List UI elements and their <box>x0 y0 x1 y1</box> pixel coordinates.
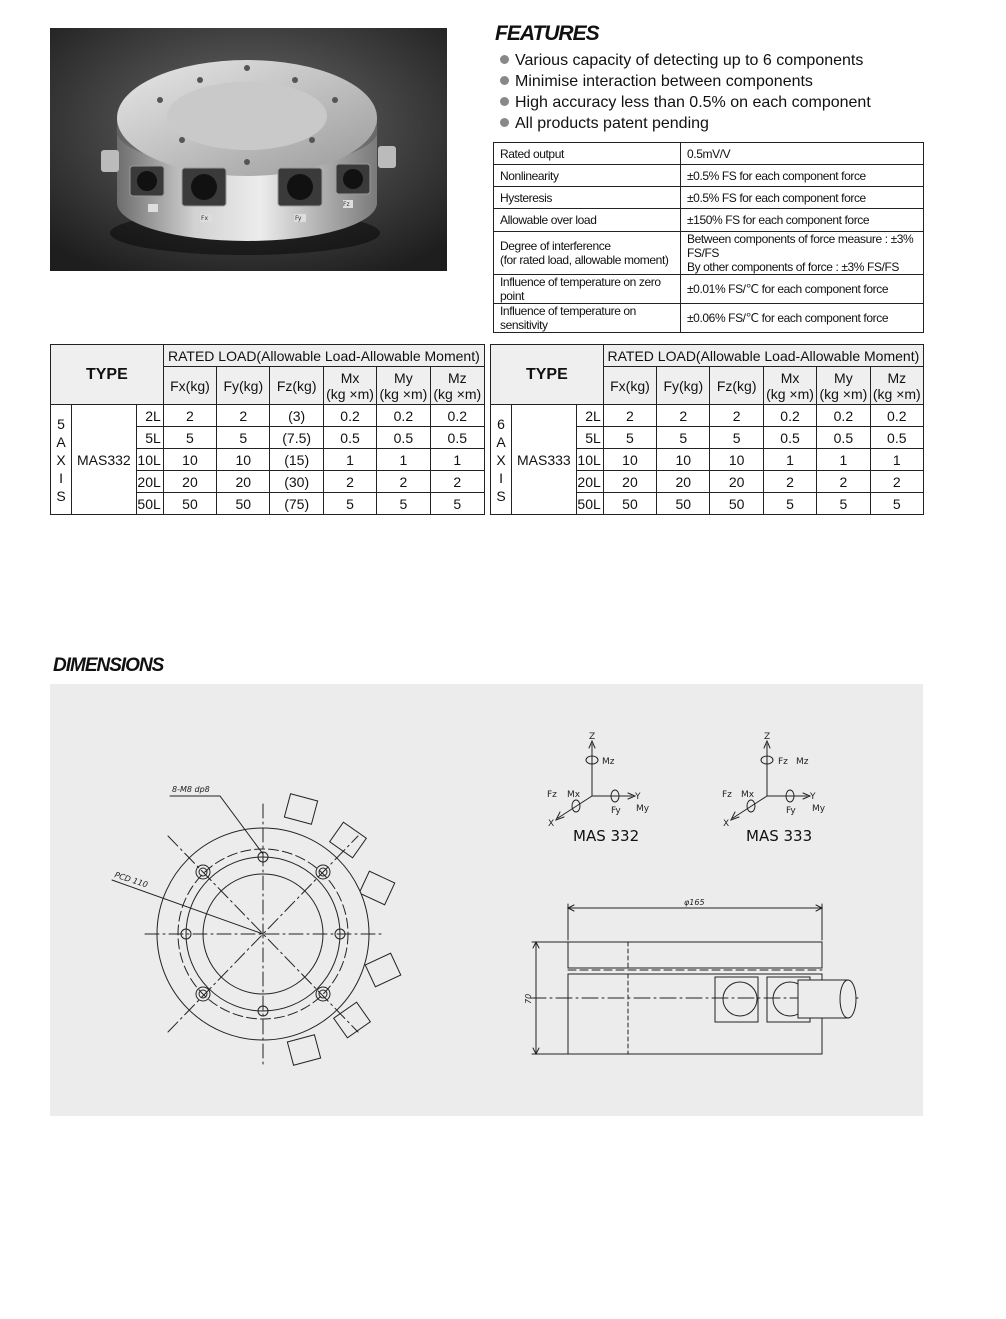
feature-item: High accuracy less than 0.5% on each component <box>497 92 871 113</box>
column-header: Mz (kg ×m) <box>870 367 923 405</box>
spec-label: Influence of temperature on zero point <box>494 275 681 304</box>
spec-value: ±150% FS for each component force <box>681 209 924 232</box>
dimensions-title: DIMENSIONS <box>53 655 164 676</box>
type-header: TYPE <box>491 345 604 405</box>
svg-text:X: X <box>723 819 730 829</box>
table-row: 50L 50 50 50 5 5 5 <box>491 493 924 515</box>
feature-item: Various capacity of detecting up to 6 components <box>497 50 871 71</box>
table-row: 50L 50 50 (75) 5 5 5 <box>51 493 485 515</box>
rated-load-table-mas333 <box>490 344 924 515</box>
bullet-icon <box>500 97 509 106</box>
svg-text:Fy: Fy <box>786 806 796 816</box>
features-list <box>497 50 871 134</box>
axes-diagram-mas333 <box>731 741 810 820</box>
axis-label: 5 A X I S <box>51 405 72 515</box>
svg-text:X: X <box>548 819 555 829</box>
table-row: 10L 10 10 (15) 1 1 1 <box>51 449 485 471</box>
feature-item: All products patent pending <box>497 113 871 134</box>
connector-label-fx: Fx <box>201 215 209 222</box>
axis-label: 6 A X I S <box>491 405 512 515</box>
column-header: Fz(kg) <box>270 367 323 405</box>
table-row: 6 A X I S MAS333 2L 2 2 2 0.2 0.2 0.2 <box>491 405 924 427</box>
column-header: My (kg ×m) <box>377 367 430 405</box>
spec-row <box>494 304 924 333</box>
dimension-drawings <box>50 684 923 1116</box>
svg-text:Mz: Mz <box>796 757 809 767</box>
dimensions-panel <box>50 684 923 1116</box>
svg-text:Z: Z <box>764 732 771 742</box>
svg-text:Y: Y <box>635 792 641 802</box>
rated-load-header: RATED LOAD(Allowable Load-Allowable Moment) <box>603 345 923 367</box>
rated-load-header: RATED LOAD(Allowable Load-Allowable Moment) <box>163 345 484 367</box>
bullet-icon <box>500 118 509 127</box>
spec-label: Degree of interference (for rated load, allowable moment) <box>494 232 681 275</box>
svg-text:Fy: Fy <box>611 806 621 816</box>
model-name: MAS333 <box>512 405 576 515</box>
column-header: Fx(kg) <box>163 367 216 405</box>
spec-row <box>494 209 924 232</box>
type-header: TYPE <box>51 345 164 405</box>
svg-text:Z: Z <box>589 732 596 742</box>
spec-label: Nonlinearity <box>494 165 681 187</box>
table-row: 20L 20 20 (30) 2 2 2 <box>51 471 485 493</box>
hole-note-label: 8-M8 dp8 <box>172 785 210 794</box>
spec-value: ±0.5% FS for each component force <box>681 187 924 209</box>
column-header: Fz(kg) <box>710 367 763 405</box>
table-row: 20L 20 20 20 2 2 2 <box>491 471 924 493</box>
load-cell-illustration <box>50 28 447 271</box>
column-header: Fx(kg) <box>603 367 656 405</box>
svg-text:My: My <box>812 804 826 814</box>
spec-label: Rated output <box>494 143 681 165</box>
spec-label: Hysteresis <box>494 187 681 209</box>
model-name: MAS332 <box>72 405 136 515</box>
height-label: 70 <box>524 993 533 1004</box>
svg-text:Fz: Fz <box>547 790 557 800</box>
feature-item: Minimise interaction between components <box>497 71 871 92</box>
spec-row <box>494 275 924 304</box>
column-header: Fy(kg) <box>217 367 270 405</box>
spec-value: ±0.06% FS/℃ for each component force <box>681 304 924 333</box>
connector-label-fy: Fy <box>295 215 302 222</box>
table-row: 10L 10 10 10 1 1 1 <box>491 449 924 471</box>
spec-value: ±0.01% FS/℃ for each component force <box>681 275 924 304</box>
column-header: Mx (kg ×m) <box>763 367 816 405</box>
spec-value: Between components of force measure : ±3% FS/FS By other components of force : ±3% FS/FS <box>681 232 924 275</box>
pcd-label: PCD 110 <box>113 870 149 890</box>
spec-row <box>494 143 924 165</box>
specifications-table <box>493 142 924 333</box>
table-row: 5 A X I S MAS332 2L 2 2 (3) 0.2 0.2 0.2 <box>51 405 485 427</box>
svg-text:Mz: Mz <box>602 757 615 767</box>
svg-text:Fz: Fz <box>722 790 732 800</box>
spec-label: Influence of temperature on sensitivity <box>494 304 681 333</box>
spec-row <box>494 165 924 187</box>
svg-text:Fz: Fz <box>778 757 788 767</box>
spec-row <box>494 187 924 209</box>
bullet-icon <box>500 55 509 64</box>
features-title: FEATURES <box>495 22 599 45</box>
mas332-caption: MAS 332 <box>573 827 640 845</box>
svg-text:Mx: Mx <box>567 790 581 800</box>
column-header: Fy(kg) <box>657 367 710 405</box>
table-row: 5L 5 5 5 0.5 0.5 0.5 <box>491 427 924 449</box>
bullet-icon <box>500 76 509 85</box>
connector-label-fz: Fz <box>343 201 350 208</box>
side-view-drawing <box>530 904 862 1054</box>
top-view-drawing <box>112 794 401 1065</box>
product-photo <box>50 28 447 271</box>
axes-diagram-mas332 <box>556 741 635 820</box>
mas333-caption: MAS 333 <box>746 827 813 845</box>
column-header: Mx (kg ×m) <box>323 367 376 405</box>
svg-text:My: My <box>636 804 650 814</box>
svg-text:Y: Y <box>810 792 816 802</box>
diameter-label: φ165 <box>684 898 705 907</box>
spec-label: Allowable over load <box>494 209 681 232</box>
rated-load-table-mas332 <box>50 344 485 515</box>
table-row: 5L 5 5 (7.5) 0.5 0.5 0.5 <box>51 427 485 449</box>
spec-value: ±0.5% FS for each component force <box>681 165 924 187</box>
column-header: Mz (kg ×m) <box>430 367 484 405</box>
svg-text:Mx: Mx <box>741 790 755 800</box>
spec-value: 0.5mV/V <box>681 143 924 165</box>
column-header: My (kg ×m) <box>817 367 870 405</box>
spec-row <box>494 232 924 275</box>
